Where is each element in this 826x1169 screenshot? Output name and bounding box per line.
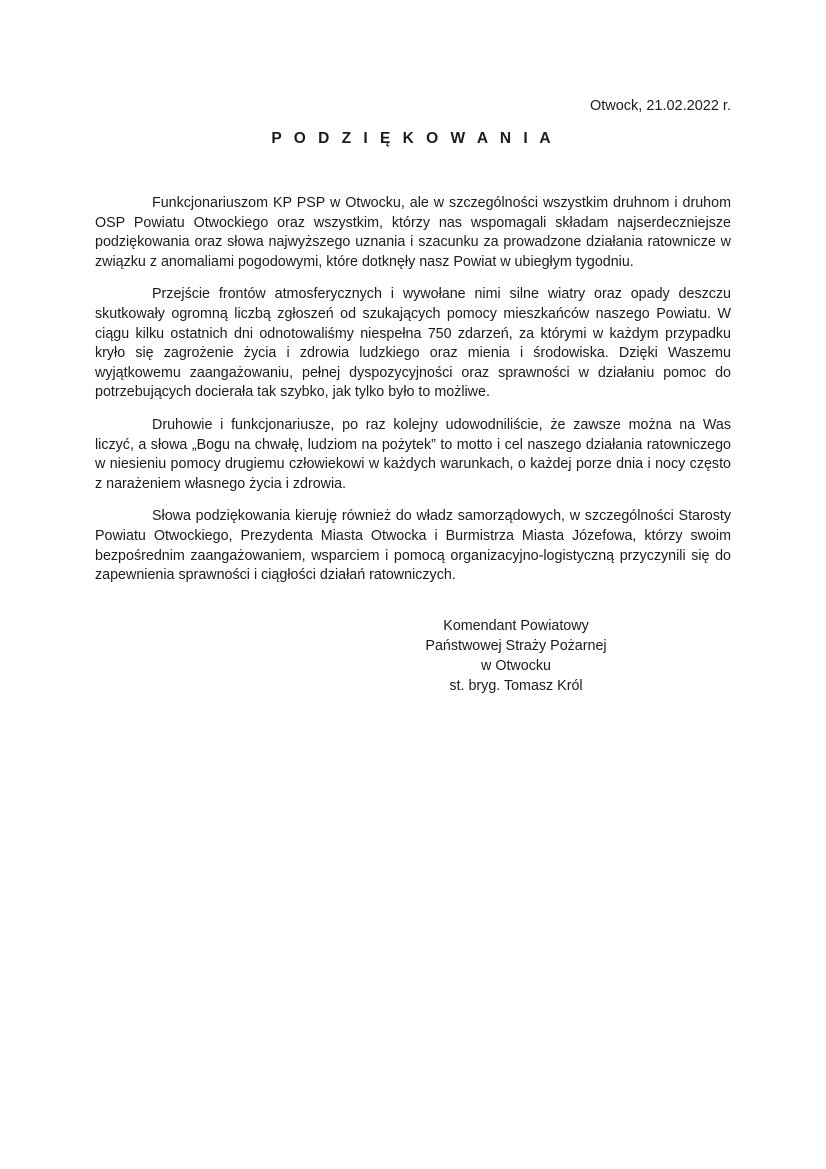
paragraph-local-authorities: Słowa podziękowania kieruję również do władz samorządowych, w szczególności Starosty Powiatu Otwockiego, Prezydenta Miasta Otwocka i Burmistrza Miasta Józefowa, którzy swoim bezpośrednim zaangażowaniem, wsparciem i pomocą organizacyjno-logistyczną przyczynili się do zapewnienia sprawności i ciągłości działań ratowniczych. — [95, 508, 731, 584]
signature-role: Komendant Powiatowy — [443, 617, 589, 634]
signature-block — [375, 616, 657, 696]
signature-location: w Otwocku — [481, 657, 551, 674]
document-body — [95, 194, 731, 586]
document-date: Otwock, 21.02.2022 r. — [589, 98, 731, 114]
signature-organization: Państwowej Straży Pożarnej — [425, 637, 607, 654]
paragraph-thanks-osp: Funkcjonariuszom KP PSP w Otwocku, ale w szczególności wszystkim druhnom i druhom OSP Powiatu Otwockiego oraz wszystkim, którzy nas wspomagali składam najserdeczniejsze podziękowania oraz słowa najwyższego uznania i szacunku za prowadzone działania ratownicze w związku z anomaliami pogodowymi, które dotknęły nasz Powiat w ubiegłym tygodniu. — [95, 195, 731, 270]
paragraph-weather-events: Przejście frontów atmosferycznych i wywołane nimi silne wiatry oraz opady deszczu skutkowały ogromną liczbą zgłoszeń od szukających pomocy mieszkańców naszego Powiatu. W ciągu kilku ostatnich dni odnotowaliśmy niespełna 750 zdarzeń, za którymi w każdym przypadku kryło się zagrożenie życia i zdrowia ludzkiego oraz mienia i środowiska. Dzięki Waszemu wyjątkowemu zaangażowaniu, pełnej dyspozycyjności oraz sprawności w działaniu pomoc do potrzebujących docierała tak szybko, jak tylko było to możliwe. — [95, 286, 731, 401]
signature-name: st. bryg. Tomasz Król — [449, 677, 583, 694]
paragraph-motto: Druhowie i funkcjonariusze, po raz kolejny udowodniliście, że zawsze można na Was liczyć, a słowa „Bogu na chwałę, ludziom na pożytek” to motto i cel naszego działania ratowniczego w niesieniu pomocy drugiemu człowiekowi w każdych warunkach, o każdej porze dnia i nocy często z narażeniem własnego życia i zdrowia. — [95, 416, 731, 492]
document-title: P O D Z I Ę K O W A N I A — [271, 130, 555, 147]
